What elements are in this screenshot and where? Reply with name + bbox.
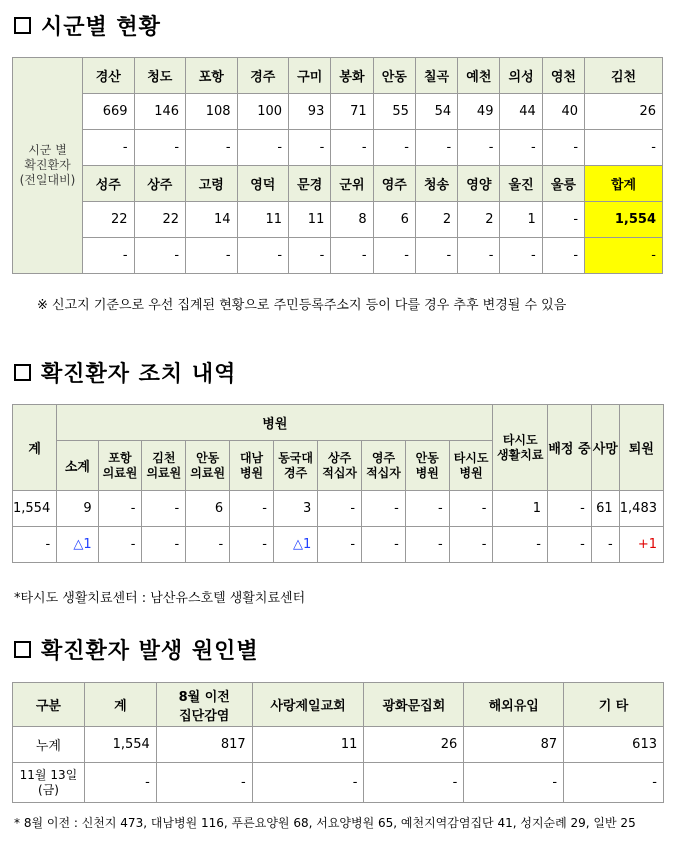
measure-cell: △1	[57, 527, 98, 563]
measure-cell: -	[142, 491, 186, 527]
city-name: 문경	[289, 166, 331, 202]
cause-cell: -	[84, 763, 156, 803]
measure-cell: -	[98, 491, 142, 527]
city-name: 성주	[83, 166, 135, 202]
city-delta: -	[186, 130, 238, 166]
city-count: 22	[83, 202, 135, 238]
cause-cell: -	[156, 763, 252, 803]
checkbox-square-icon	[14, 364, 31, 381]
measure-cell: -	[362, 491, 406, 527]
measure-cell: -	[548, 527, 592, 563]
measure-cell: 61	[591, 491, 619, 527]
city-count: 11	[289, 202, 331, 238]
city-count: 100	[237, 94, 289, 130]
cause-date-label: 11월 13일 (금)	[13, 763, 85, 803]
cause-cell: 1,554	[84, 727, 156, 763]
checkbox-square-icon	[14, 641, 31, 658]
measure-cell: -	[449, 491, 493, 527]
city-delta: -	[331, 130, 373, 166]
city-count: 49	[458, 94, 500, 130]
city-delta: -	[134, 238, 186, 274]
cause-cell: 11	[252, 727, 364, 763]
measure-cell: -	[318, 527, 362, 563]
city-name: 청도	[134, 58, 186, 94]
header-death: 사망	[591, 405, 619, 491]
city-name: 영천	[542, 58, 584, 94]
city-name: 김천	[585, 58, 663, 94]
city-name: 봉화	[331, 58, 373, 94]
cause-cell: -	[564, 763, 664, 803]
city-count: 108	[186, 94, 238, 130]
measure-cell: -	[98, 527, 142, 563]
measure-cell: -	[142, 527, 186, 563]
city-delta: -	[289, 130, 331, 166]
cause-header: 기 타	[564, 683, 664, 727]
city-name: 경주	[237, 58, 289, 94]
measures-table	[12, 404, 664, 563]
city-delta: -	[186, 238, 238, 274]
city-count: 1	[500, 202, 542, 238]
cause-note: * 8월 이전 : 신천지 473, 대남병원 116, 푸른요양원 68, 서요양병원 65, 예천지역감염집단 41, 성지순례 29, 일반 25	[14, 816, 636, 830]
measure-cell: 9	[57, 491, 98, 527]
city-name: 청송	[415, 166, 457, 202]
header-hospital-name: 영주 적십자	[362, 441, 406, 491]
measure-cell: △1	[273, 527, 317, 563]
cause-header: 사랑제일교회	[252, 683, 364, 727]
section-title-cause: 확진환자 발생 원인별	[14, 634, 259, 665]
header-hospital-name: 타시도 병원	[449, 441, 493, 491]
measure-cell: 6	[186, 491, 230, 527]
city-count: 669	[83, 94, 135, 130]
city-name: 울릉	[542, 166, 584, 202]
city-delta: -	[331, 238, 373, 274]
city-count: 40	[542, 94, 584, 130]
header-hospital-name: 안동 의료원	[186, 441, 230, 491]
header-total: 계	[13, 405, 57, 491]
city-delta: -	[83, 238, 135, 274]
city-note: ※ 신고지 기준으로 우선 집계된 현황으로 주민등록주소지 등이 다를 경우 추후 변경될 수 있음	[37, 298, 567, 313]
city-count: 55	[373, 94, 415, 130]
city-count: 1,554	[585, 202, 663, 238]
header-subtotal: 소계	[57, 441, 98, 491]
city-name: 울진	[500, 166, 542, 202]
measure-cell: +1	[619, 527, 663, 563]
city-name: 의성	[500, 58, 542, 94]
city-count: 93	[289, 94, 331, 130]
city-delta: -	[500, 238, 542, 274]
city-delta: -	[458, 238, 500, 274]
measures-note: *타시도 생활치료센터 : 남산유스호텔 생활치료센터	[14, 591, 306, 606]
header-other-center: 타시도 생활치료	[493, 405, 548, 491]
city-count: 44	[500, 94, 542, 130]
city-name: 영양	[458, 166, 500, 202]
city-status-table	[12, 57, 663, 274]
cause-header: 광화문집회	[364, 683, 464, 727]
header-hospital-name: 김천 의료원	[142, 441, 186, 491]
cause-cell: -	[464, 763, 564, 803]
city-delta: -	[500, 130, 542, 166]
measure-cell: -	[493, 527, 548, 563]
city-name: 영덕	[237, 166, 289, 202]
city-name: 예천	[458, 58, 500, 94]
city-name: 안동	[373, 58, 415, 94]
city-delta: -	[542, 130, 584, 166]
city-count: 22	[134, 202, 186, 238]
measure-cell: -	[13, 527, 57, 563]
measure-cell: -	[230, 491, 274, 527]
cause-cell: 26	[364, 727, 464, 763]
city-name: 칠곡	[415, 58, 457, 94]
city-count: 54	[415, 94, 457, 130]
city-count: 71	[331, 94, 373, 130]
measure-cell: -	[449, 527, 493, 563]
city-count: 8	[331, 202, 373, 238]
header-hospital-name: 상주 적십자	[318, 441, 362, 491]
city-name: 합계	[585, 166, 663, 202]
city-delta: -	[83, 130, 135, 166]
cause-header: 계	[84, 683, 156, 727]
cause-cell: -	[364, 763, 464, 803]
header-discharge: 퇴원	[619, 405, 663, 491]
city-name: 고령	[186, 166, 238, 202]
city-delta: -	[415, 238, 457, 274]
city-delta: -	[134, 130, 186, 166]
measure-cell: -	[405, 527, 449, 563]
city-count: 26	[585, 94, 663, 130]
city-name: 포항	[186, 58, 238, 94]
city-delta: -	[585, 130, 663, 166]
city-count: -	[542, 202, 584, 238]
city-name: 영주	[373, 166, 415, 202]
city-name: 군위	[331, 166, 373, 202]
city-delta: -	[585, 238, 663, 274]
header-hospital-name: 동국대 경주	[273, 441, 317, 491]
cause-cell: 누계	[13, 727, 85, 763]
checkbox-square-icon	[14, 17, 31, 34]
measure-cell: 1,554	[13, 491, 57, 527]
header-hospital-name: 안동 병원	[405, 441, 449, 491]
city-name: 상주	[134, 166, 186, 202]
header-hospital-name: 대남 병원	[230, 441, 274, 491]
header-hospital: 병원	[57, 405, 493, 441]
measure-cell: -	[548, 491, 592, 527]
cause-header: 구분	[13, 683, 85, 727]
city-count: 146	[134, 94, 186, 130]
cause-header: 해외유입	[464, 683, 564, 727]
cause-table	[12, 682, 664, 803]
city-delta: -	[237, 238, 289, 274]
cause-header: 8월 이전 집단감염	[156, 683, 252, 727]
city-delta: -	[415, 130, 457, 166]
city-delta: -	[542, 238, 584, 274]
city-count: 2	[415, 202, 457, 238]
measure-cell: -	[318, 491, 362, 527]
measure-cell: -	[230, 527, 274, 563]
city-count: 14	[186, 202, 238, 238]
city-name: 경산	[83, 58, 135, 94]
city-count: 2	[458, 202, 500, 238]
section-title-measures: 확진환자 조치 내역	[14, 357, 236, 388]
city-delta: -	[373, 238, 415, 274]
measure-cell: -	[362, 527, 406, 563]
measure-cell: 1	[493, 491, 548, 527]
header-wait: 배정 중	[548, 405, 592, 491]
city-name: 구미	[289, 58, 331, 94]
cause-cell: 613	[564, 727, 664, 763]
measure-cell: 3	[273, 491, 317, 527]
measure-cell: -	[405, 491, 449, 527]
measure-cell: 1,483	[619, 491, 663, 527]
row-label: 시군 별 확진환자 (전일대비)	[13, 58, 83, 274]
city-count: 11	[237, 202, 289, 238]
measure-cell: -	[591, 527, 619, 563]
city-delta: -	[373, 130, 415, 166]
city-delta: -	[289, 238, 331, 274]
city-count: 6	[373, 202, 415, 238]
section-title-city: 시군별 현황	[14, 10, 161, 41]
header-hospital-name: 포항 의료원	[98, 441, 142, 491]
cause-cell: 87	[464, 727, 564, 763]
measure-cell: -	[186, 527, 230, 563]
city-delta: -	[237, 130, 289, 166]
cause-cell: -	[252, 763, 364, 803]
cause-cell: 817	[156, 727, 252, 763]
city-delta: -	[458, 130, 500, 166]
